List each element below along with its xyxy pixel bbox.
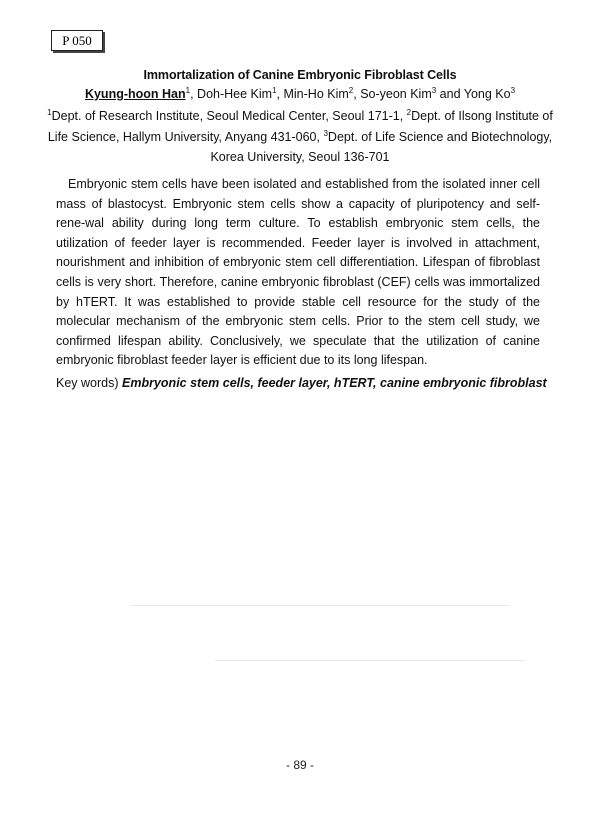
page-number: - 89 -: [285, 758, 314, 772]
author-and: and: [436, 87, 464, 101]
paper-title: Immortalization of Canine Embryonic Fibroblast Cells: [143, 68, 457, 82]
affil-sup: 1: [47, 108, 52, 117]
author-separator: ,: [276, 87, 284, 101]
author-affil-sup: 2: [348, 86, 354, 95]
author-name: So-yeon Kim: [360, 87, 432, 101]
author-affil-sup: 3: [510, 86, 516, 95]
author-name: Kyung-hoon Han: [84, 87, 186, 101]
paper-code-box: P 050: [51, 30, 103, 51]
author-name: Min-Ho Kim: [283, 87, 349, 101]
author-affil-sup: 1: [185, 86, 191, 95]
scan-artifact: [215, 660, 525, 661]
affil-sup: 3: [323, 128, 328, 138]
affiliations: [40, 106, 560, 168]
affil-sup: 2: [406, 108, 412, 117]
author-affil-sup: 3: [431, 86, 437, 95]
keywords-text: Embryonic stem cells, feeder layer, hTERT, canine embryonic fibroblast: [122, 376, 547, 390]
affiliation: Dept. of Research Institute, Seoul Medical Center, Seoul 171-1,: [51, 109, 407, 123]
abstract-body: Embryonic stem cells have been isolated and established from the isolated inner cell mass of blastocyst. Embryonic stem cells show a capacity of pluripotency and self-rene-wal ability during long term culture. To establish embryonic stem cells, the utilization of feeder layer is recommended. Feeder layer is involved in attachment, nourishment and inhibition of embryonic stem cell differentiation. Lifespan of fibroblast cells is very short. Therefore, canine embryonic fibroblast (CEF) cells was immortalized by hTERT. It was established to provide stable cell resource for the study of the molecular mechanism of the embryonic stem cells. Prior to the stem cell study, we confirmed lifespan ability. Conclusively, we speculate that the utilization of canine embryonic fibroblast feeder layer is efficient due to its long lifespan.: [56, 177, 540, 368]
author-list: [0, 87, 600, 101]
scan-artifact: [130, 605, 510, 606]
author-name: Doh-Hee Kim: [197, 87, 273, 101]
author-affil-sup: 1: [272, 86, 277, 95]
author-separator: ,: [353, 87, 361, 101]
keywords-label: Key words): [56, 376, 119, 390]
keywords-line: [56, 376, 556, 390]
affiliation: Dept. of Ilsong Institute of Life Science, Hallym University, Anyang 431-060,: [47, 109, 553, 144]
author-separator: ,: [190, 87, 198, 101]
author-name: Yong Ko: [463, 87, 511, 101]
affiliation: Dept. of Life Science and Biotechnology, Korea University, Seoul 136-701: [210, 129, 553, 164]
